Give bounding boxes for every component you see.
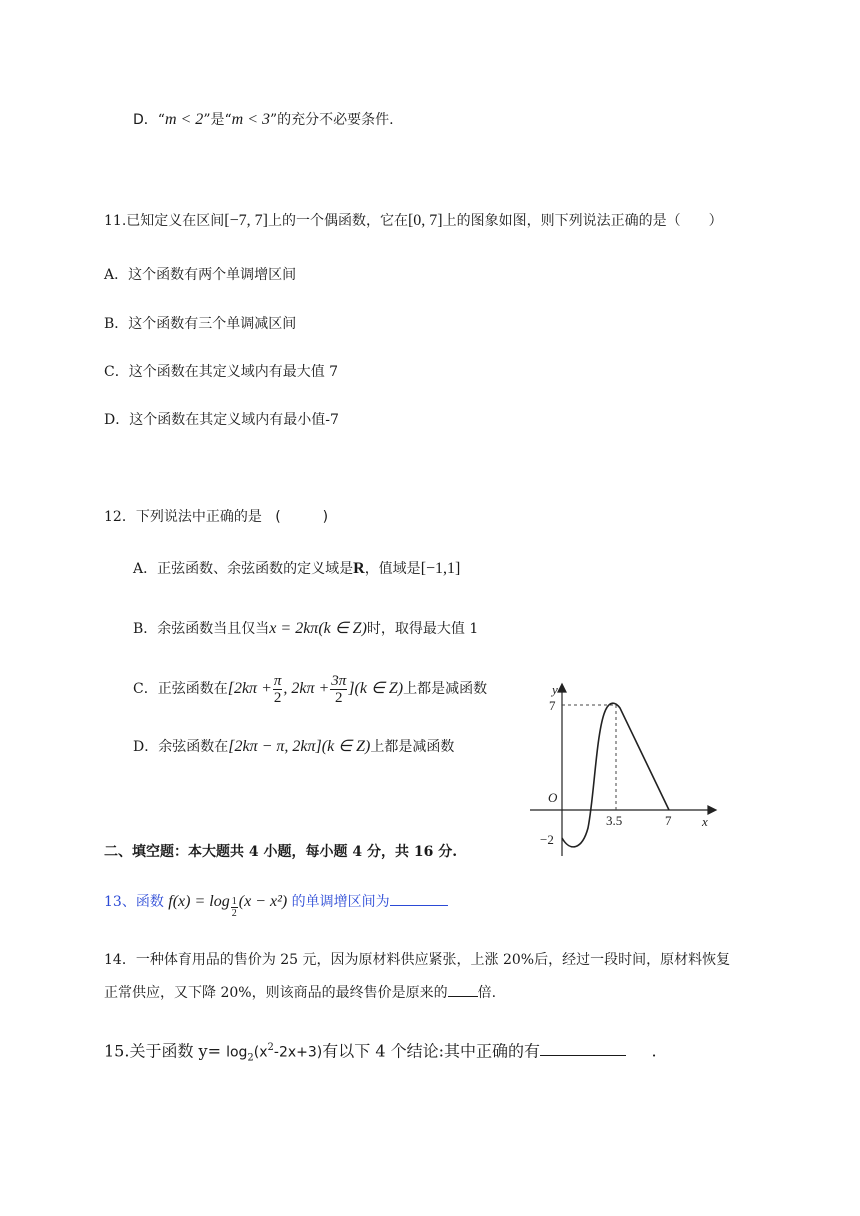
section-heading: 二、填空题：本大题共 4 小题，每小题 4 分，共 16 分. — [104, 844, 458, 860]
fraction-pi-over-2 — [273, 673, 283, 706]
q12-b-end: 时，取得最大值 1 — [366, 621, 479, 637]
q12-a-R: R — [353, 560, 365, 577]
q13-formula — [168, 893, 288, 919]
q11-stem-b: 上的一个偶函数，它在 — [267, 213, 408, 229]
q12-c-open: [2kπ + — [227, 680, 272, 697]
q12-a-range: [−1,1] — [420, 560, 461, 577]
q15-period: . — [651, 1041, 657, 1061]
x-axis-label: x — [702, 814, 708, 829]
q13-fx: f(x) = log — [168, 893, 230, 910]
q12-c-label: C．正弦函数在 — [133, 681, 228, 697]
function-graph — [522, 678, 722, 858]
frac-num: π — [273, 672, 282, 689]
q15 — [104, 1037, 657, 1070]
q13 — [104, 888, 448, 919]
log-base-fraction — [231, 896, 238, 919]
q11-option-b: B．这个函数有三个单调减区间 — [104, 316, 297, 332]
q11-option-c: C．这个函数在其定义域内有最大值 7 — [104, 364, 339, 380]
q12-b-expr: x = 2kπ(k ∈ Z) — [269, 620, 367, 637]
q15-exponent: 2 — [267, 1042, 274, 1053]
q12-c-end: 上都是减函数 — [403, 681, 488, 697]
q13-arg: (x − x²) — [238, 893, 288, 910]
q12-a-label: A．正弦函数、余弦函数的定义域是 — [133, 561, 354, 577]
q12-option-b — [133, 619, 478, 639]
frac-num: 3π — [331, 672, 347, 689]
x-peak-label: 3.5 — [606, 813, 623, 828]
q12-c-mid: , 2kπ + — [283, 680, 330, 697]
q11-interval-1: [−7, 7] — [224, 212, 268, 229]
q15-arg-rest: -2x+3) — [273, 1044, 323, 1061]
q12-stem — [104, 507, 328, 527]
q15-log-base: 2 — [247, 1052, 254, 1064]
x-end-label: 7 — [665, 813, 672, 828]
quote-open: “ — [157, 112, 165, 128]
y-max-label: 7 — [549, 698, 556, 713]
base-num: 1 — [231, 896, 237, 907]
q12-option-d — [133, 737, 454, 757]
q15-arg: (x — [253, 1044, 268, 1061]
q15-text-a: 15.关于函数 y= — [104, 1041, 227, 1061]
base-den: 2 — [231, 908, 237, 919]
q14-text-a: 正常供应，又下降 20%，则该商品的最终售价是原来的 — [104, 985, 448, 1001]
q15-log: log — [226, 1044, 248, 1061]
q12-b-label: B．余弦函数当且仅当 — [133, 621, 270, 637]
q12-a-mid: ，值域是 — [364, 561, 421, 577]
q14-line-1: 14．一种体育用品的售价为 25 元，因为原材料供应紧张，上涨 20%后，经过一段时间，原材料恢复 — [104, 952, 731, 968]
frac-den: 2 — [335, 689, 343, 706]
y-axis-arrow-icon — [558, 684, 566, 692]
q12-c-close: ](k ∈ Z) — [348, 680, 404, 697]
text-end: ”的充分不必要条件. — [270, 112, 394, 128]
q14-text-b: 倍. — [477, 985, 497, 1001]
q11-option-a: A．这个函数有两个单调增区间 — [104, 267, 297, 283]
option-label: D． — [133, 112, 158, 128]
q13-num: 13、函数 — [104, 894, 164, 910]
q12-option-c — [133, 666, 487, 712]
q12-paren: ( ) — [275, 509, 329, 525]
y-min-label: −2 — [540, 832, 554, 847]
q15-text-b: 有以下 4 个结论:其中正确的有 — [322, 1041, 541, 1061]
q12-d-end: 上都是减函数 — [370, 739, 455, 755]
fraction-3pi-over-2 — [330, 673, 347, 706]
q11-interval-2: [0, 7] — [407, 212, 443, 229]
origin-label: O — [548, 790, 558, 805]
text-mid: ”是“ — [203, 112, 232, 128]
q13-tail: 的单调增区间为 — [291, 894, 390, 910]
q12-d-expr: [2kπ − π, 2kπ](k ∈ Z) — [228, 738, 371, 755]
q10-option-d — [133, 110, 394, 130]
math-m-lt-2: m < 2 — [164, 111, 204, 128]
q11-option-d: D．这个函数在其定义域内有最小值-7 — [104, 412, 339, 428]
q14-answer-blank[interactable] — [448, 996, 478, 997]
q15-answer-blank[interactable] — [540, 1055, 626, 1056]
frac-den: 2 — [273, 689, 282, 706]
math-m-lt-3: m < 3 — [231, 111, 270, 128]
q13-answer-blank[interactable] — [390, 905, 448, 906]
q11-stem — [104, 211, 723, 231]
q14-line-2 — [104, 983, 496, 1003]
q12-option-a — [133, 559, 460, 579]
x-axis-arrow-icon — [708, 806, 716, 814]
y-axis-label: y — [552, 682, 558, 697]
q12-d-label: D．余弦函数在 — [133, 739, 229, 755]
q11-stem-c: 上的图象如图，则下列说法正确的是（ ） — [442, 213, 723, 229]
q12-stem-text: 12．下列说法中正确的是 — [104, 509, 262, 525]
q11-stem-a: 11.已知定义在区间 — [104, 213, 225, 229]
